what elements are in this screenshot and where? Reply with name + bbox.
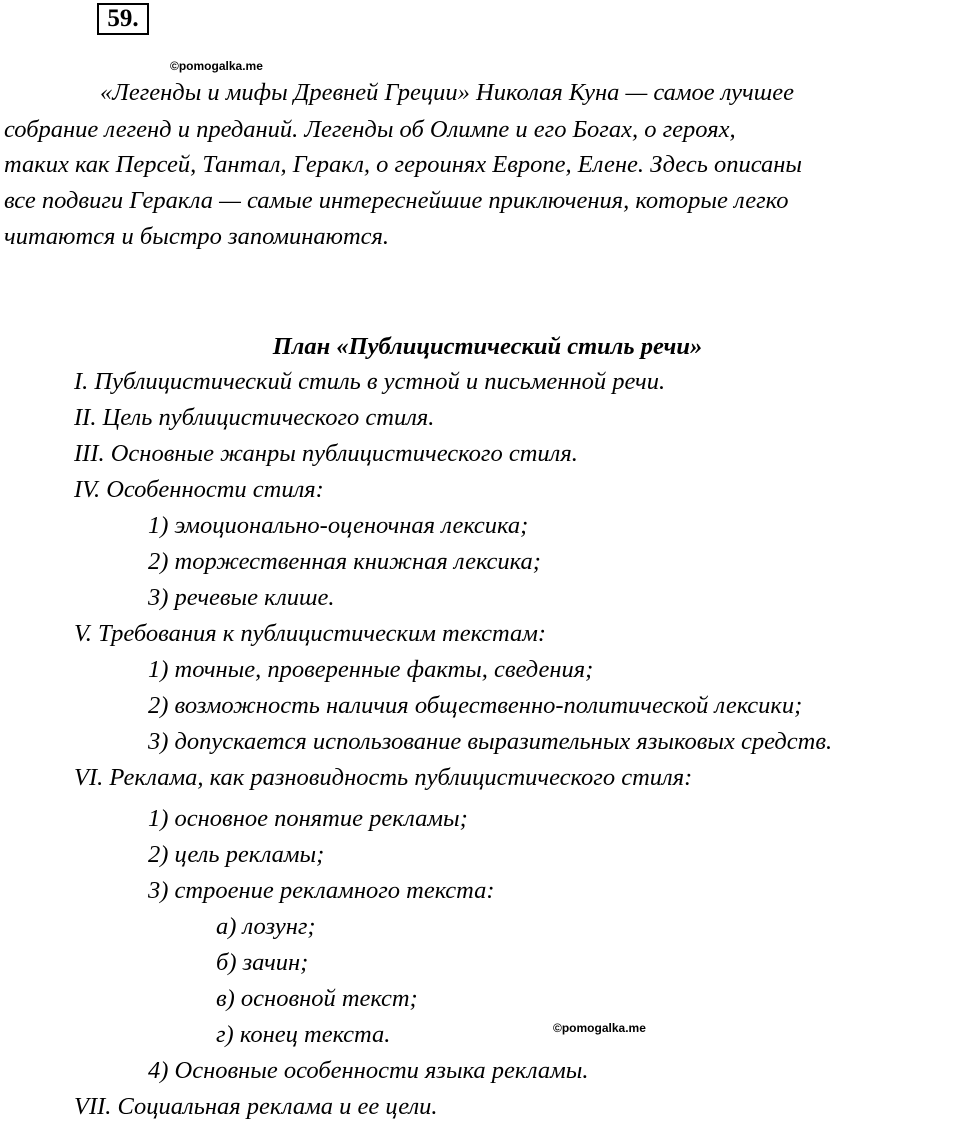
plan-subsubitem: г) конец текста. [216, 1021, 391, 1048]
plan-subitem: 2) возможность наличия общественно-политической лексики; [148, 692, 803, 719]
plan-subitem: 3) допускается использование выразительных языковых средств. [148, 728, 833, 755]
watermark-top: ©pomogalka.me [170, 59, 263, 73]
plan-subsubitem: б) зачин; [216, 949, 309, 976]
plan-subitem: 1) основное понятие рекламы; [148, 805, 468, 832]
task-number: 59. [97, 3, 149, 35]
plan-item: VI. Реклама, как разновидность публицистического стиля: [74, 764, 693, 791]
plan-item: II. Цель публицистического стиля. [74, 404, 435, 431]
paragraph-line: таких как Персей, Тантал, Геракл, о героинях Европе, Елене. Здесь описаны [4, 151, 802, 178]
paragraph-line: все подвиги Геракла — самые интереснейшие приключения, которые легко [4, 187, 789, 214]
paragraph-line: собрание легенд и преданий. Легенды об Олимпе и его Богах, о героях, [4, 116, 736, 143]
plan-subitem: 2) торжественная книжная лексика; [148, 548, 541, 575]
paragraph-line: «Легенды и мифы Древней Греции» Николая Куна — самое лучшее [100, 79, 794, 106]
plan-subitem: 3) речевые клише. [148, 584, 335, 611]
plan-item: I. Публицистический стиль в устной и письменной речи. [74, 368, 666, 395]
plan-subitem: 2) цель рекламы; [148, 841, 325, 868]
paragraph-line: читаются и быстро запоминаются. [4, 223, 390, 250]
plan-item: V. Требования к публицистическим текстам: [74, 620, 547, 647]
plan-subsubitem: а) лозунг; [216, 913, 316, 940]
plan-subsubitem: в) основной текст; [216, 985, 418, 1012]
watermark-bottom: ©pomogalka.me [553, 1021, 646, 1035]
plan-item: VII. Социальная реклама и ее цели. [74, 1093, 438, 1120]
plan-subitem: 3) строение рекламного текста: [148, 877, 495, 904]
plan-subitem: 4) Основные особенности языка рекламы. [148, 1057, 589, 1084]
plan-subitem: 1) точные, проверенные факты, сведения; [148, 656, 594, 683]
plan-item: IV. Особенности стиля: [74, 476, 324, 503]
plan-item: III. Основные жанры публицистического стиля. [74, 440, 578, 467]
plan-subitem: 1) эмоционально-оценочная лексика; [148, 512, 529, 539]
plan-title: План «Публицистический стиль речи» [272, 333, 703, 360]
